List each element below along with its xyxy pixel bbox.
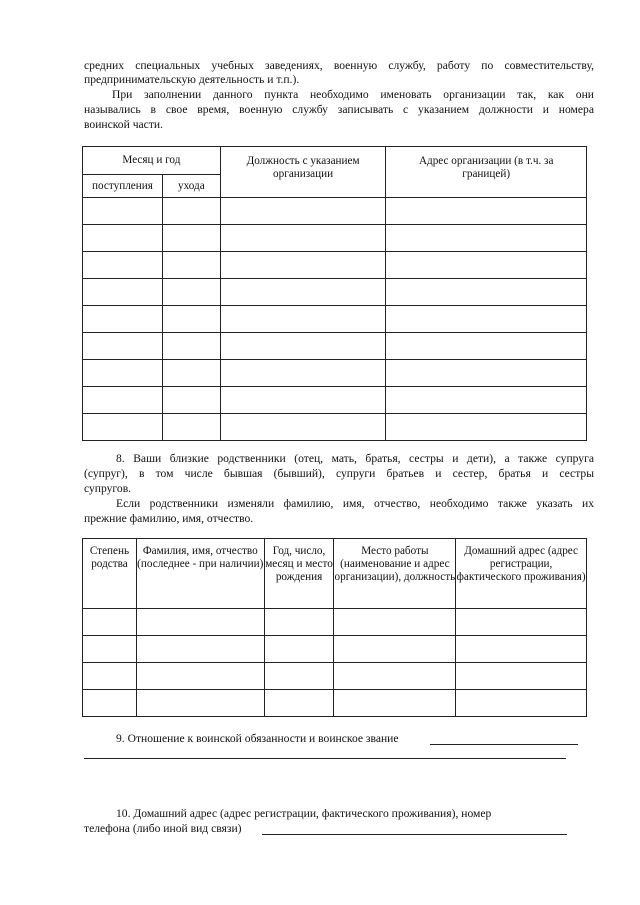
cell-entry[interactable] [83,333,163,360]
cell-entry[interactable] [83,414,163,441]
table-row [83,387,587,414]
cell-entry[interactable] [83,306,163,333]
work-history-table [82,146,587,441]
cell-position[interactable] [220,306,386,333]
cell-name[interactable] [136,636,264,663]
relatives-table [82,538,587,717]
header-address: Адрес организации (в т.ч. за границей) [386,147,587,198]
section10-answer-line[interactable] [262,834,567,835]
cell-position[interactable] [220,387,386,414]
cell-address[interactable] [386,306,587,333]
header-month-year: Месяц и год [83,147,221,175]
section8-line-5: прежние фамилию, имя, отчество. [84,512,254,525]
cell-position[interactable] [220,198,386,225]
cell-address[interactable] [456,690,587,717]
section8-line-2: (супруг), в том числе бывшая (бывший), супруги братьев и сестер, братья и сестры [84,467,594,480]
table-row [83,690,587,717]
intro-line-4: назывались в свое время, военную службу записывать с указанием должности и номера [84,103,594,116]
section10-line-1: 10. Домашний адрес (адрес регистрации, фактического проживания), номер [116,807,492,820]
cell-address[interactable] [386,198,587,225]
cell-address[interactable] [456,636,587,663]
table-row [83,252,587,279]
cell-entry[interactable] [83,279,163,306]
header-full-name: Фамилия, имя, отчество (последнее - при наличии) [136,539,264,609]
cell-exit[interactable] [162,252,220,279]
cell-birth[interactable] [264,609,334,636]
cell-exit[interactable] [162,225,220,252]
intro-line-5: воинской части. [84,118,163,131]
header-exit: ухода [162,175,220,198]
table-row [83,279,587,306]
header-position: Должность с указанием организации [220,147,386,198]
table-row [83,225,587,252]
cell-address[interactable] [456,663,587,690]
cell-exit[interactable] [162,306,220,333]
cell-work[interactable] [334,609,456,636]
section10-line-2: телефона (либо иной вид связи) [84,822,242,835]
cell-position[interactable] [220,225,386,252]
cell-relation[interactable] [83,690,137,717]
intro-line-1: средних специальных учебных заведениях, военную службу, работу по совместительству, [84,59,594,72]
cell-address[interactable] [386,333,587,360]
table-row [83,198,587,225]
header-relation-degree: Степень родства [83,539,137,609]
cell-address[interactable] [386,225,587,252]
table-row [83,333,587,360]
cell-birth[interactable] [264,690,334,717]
section8-line-1: 8. Ваши близкие родственники (отец, мать, братья, сестры и дети), а также супруга [116,452,594,465]
cell-position[interactable] [220,333,386,360]
section8-line-3: супругов. [84,482,132,495]
cell-exit[interactable] [162,333,220,360]
cell-entry[interactable] [83,225,163,252]
cell-address[interactable] [456,609,587,636]
cell-relation[interactable] [83,663,137,690]
cell-name[interactable] [136,663,264,690]
cell-work[interactable] [334,690,456,717]
cell-address[interactable] [386,360,587,387]
cell-work[interactable] [334,663,456,690]
cell-entry[interactable] [83,252,163,279]
cell-position[interactable] [220,360,386,387]
section9-answer-line-1[interactable] [430,744,578,745]
cell-relation[interactable] [83,609,137,636]
cell-position[interactable] [220,279,386,306]
intro-line-3: При заполнении данного пункта необходимо именовать организации так, как они [112,88,594,101]
cell-entry[interactable] [83,198,163,225]
cell-entry[interactable] [83,387,163,414]
header-home-address: Домашний адрес (адрес регистрации, фактического проживания) [456,539,587,609]
header-entry: поступления [83,175,163,198]
cell-position[interactable] [220,414,386,441]
section9-answer-line-2[interactable] [84,758,566,759]
cell-relation[interactable] [83,636,137,663]
cell-name[interactable] [136,690,264,717]
table-row [83,360,587,387]
table-row [83,414,587,441]
cell-address[interactable] [386,252,587,279]
cell-exit[interactable] [162,387,220,414]
cell-address[interactable] [386,387,587,414]
cell-exit[interactable] [162,198,220,225]
cell-work[interactable] [334,636,456,663]
header-workplace: Место работы (наименование и адрес организации), должность [334,539,456,609]
cell-exit[interactable] [162,279,220,306]
table-row [83,609,587,636]
cell-birth[interactable] [264,636,334,663]
intro-line-2: предпринимательскую деятельность и т.п.). [84,73,300,86]
header-birth: Год, число, месяц и место рождения [264,539,334,609]
cell-exit[interactable] [162,360,220,387]
cell-address[interactable] [386,279,587,306]
cell-name[interactable] [136,609,264,636]
cell-position[interactable] [220,252,386,279]
table-row [83,663,587,690]
section9-label: 9. Отношение к воинской обязанности и воинское звание [116,732,399,745]
table-row [83,636,587,663]
cell-address[interactable] [386,414,587,441]
table-row [83,306,587,333]
section8-line-4: Если родственники изменяли фамилию, имя, отчество, необходимо также указать их [116,497,594,510]
cell-exit[interactable] [162,414,220,441]
cell-entry[interactable] [83,360,163,387]
cell-birth[interactable] [264,663,334,690]
